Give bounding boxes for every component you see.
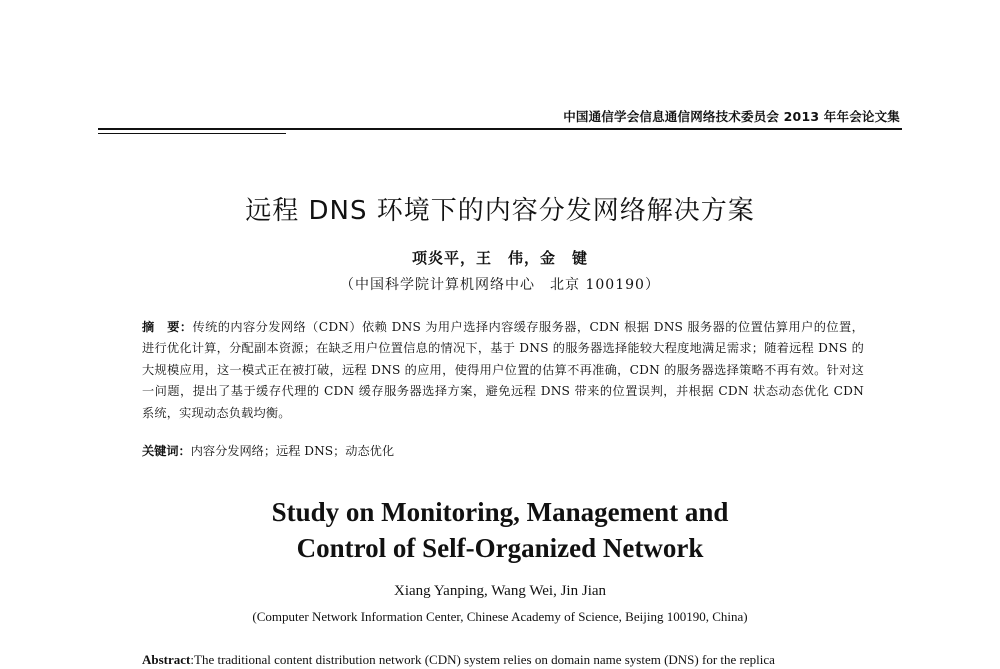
abstract-label-chinese: 摘 要：	[142, 320, 193, 334]
abstract-chinese	[142, 317, 864, 424]
affiliation-chinese: （中国科学院计算机网络中心 北京 100190）	[340, 277, 660, 293]
header-rule	[98, 128, 902, 130]
affiliation-english: (Computer Network Information Center, Chinese Academy of Science, Beijing 100190, China)	[252, 609, 748, 624]
authors-english: Xiang Yanping, Wang Wei, Jin Jian	[393, 583, 607, 599]
abstract-label-english: Abstract	[142, 652, 191, 667]
abstract-english	[142, 651, 872, 669]
running-header: 中国通信学会信息通信网络技术委员会 2013 年年会论文集	[563, 109, 900, 124]
authors-chinese: 项炎平，王 伟，金 键	[411, 249, 588, 267]
abstract-text-chinese: 传统的内容分发网络（CDN）依赖 DNS 为用户选择内容缓存服务器，CDN 根据 DNS 服务器的位置估算用户的位置，进行优化计算，分配副本资源；在缺乏用户位置信息的情况下，基于 DNS 的服务器选择能较大程度地满足需求；随着远程 DNS 的大规模应用，这一模式正在被打破，远程 DNS 的应用，使得用户位置的估算不再准确，CDN 的服务器选择策略不再有效。针对这一问题，提出了基于缓存代理的 CDN 缓存服务器选择方案，避免远程 DNS 带来的位置误判，并根据 CDN 状态动态优化 CDN 系统，实现动态负载均衡。	[142, 320, 864, 420]
keywords-text-chinese: 内容分发网络；远程 DNS；动态优化	[190, 444, 395, 458]
paper-title-english	[0, 494, 1000, 566]
paper-title-english-line1: Study on Monitoring, Management and	[271, 497, 729, 527]
paper-title-chinese: 远程 DNS 环境下的内容分发网络解决方案	[245, 196, 755, 226]
keywords-label-chinese: 关键词：	[142, 444, 191, 458]
keywords-chinese	[142, 441, 864, 462]
abstract-text-english: :The traditional content distribution network (CDN) system relies on domain name system (DNS) for the replica	[190, 652, 775, 667]
paper-title-english-line2: Control of Self-Organized Network	[296, 533, 704, 563]
header-rule-secondary	[98, 133, 286, 134]
